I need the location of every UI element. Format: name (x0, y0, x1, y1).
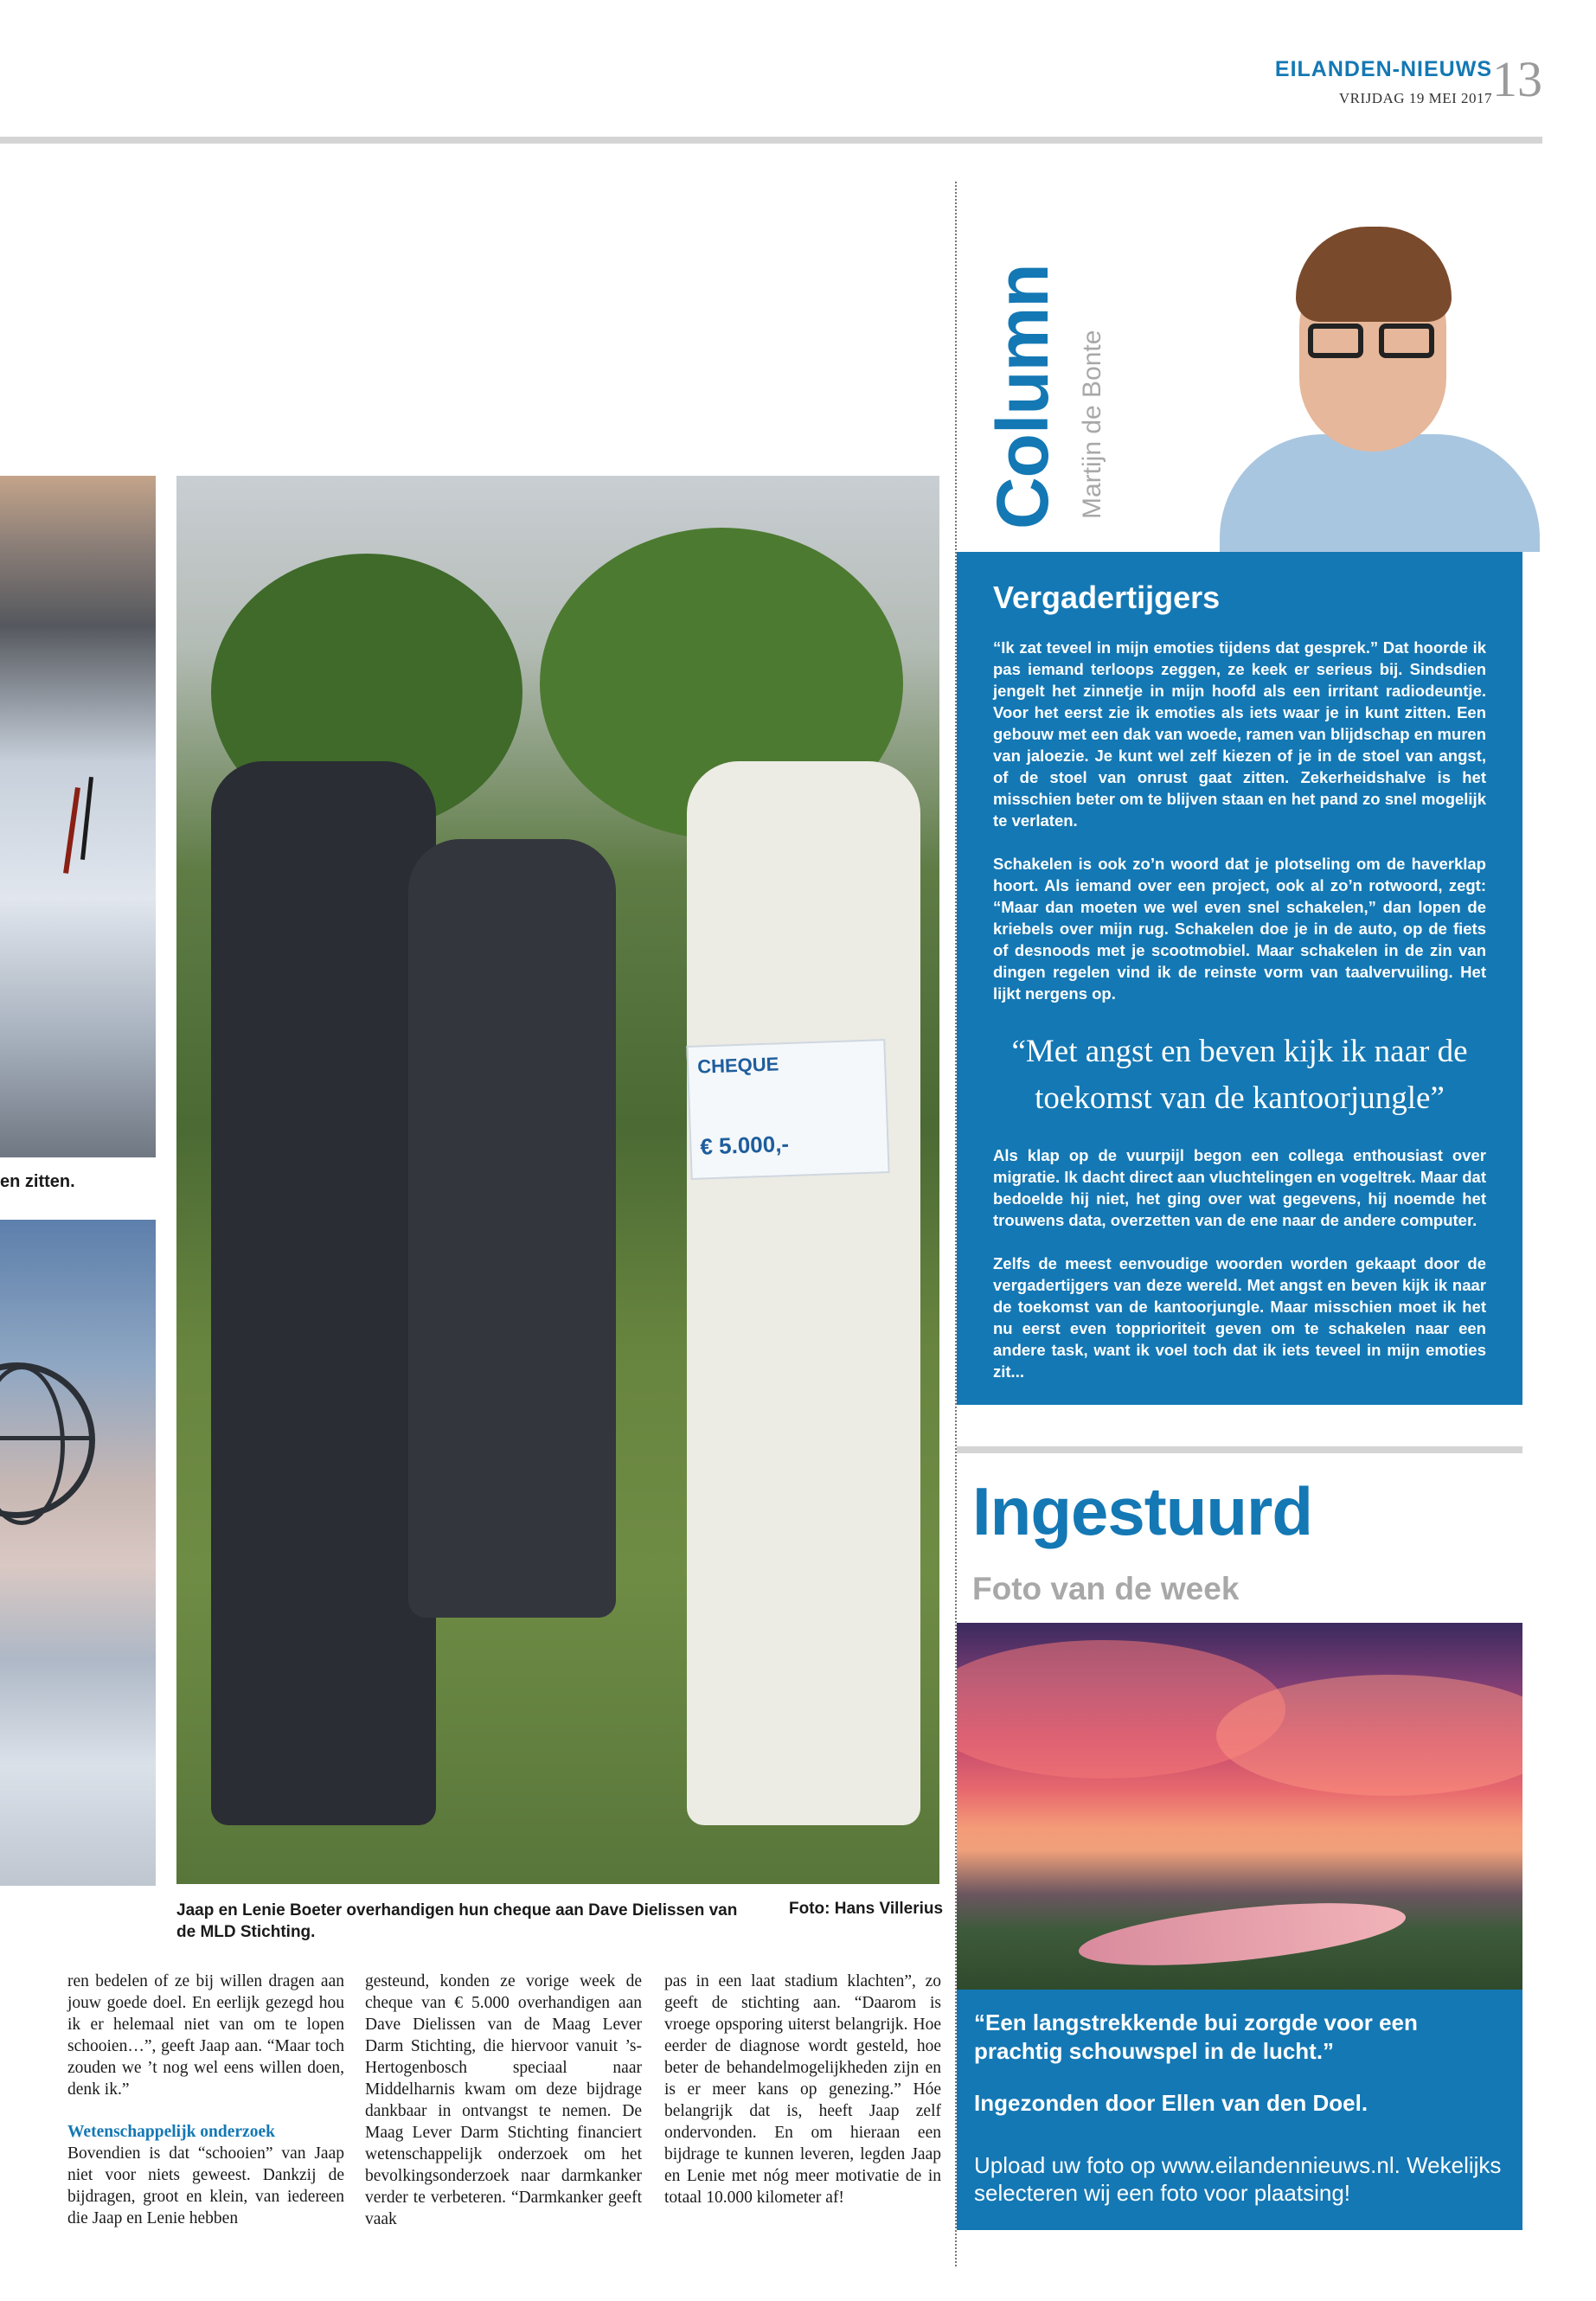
ingestuurd-subtitle: Foto van de week (972, 1571, 1240, 1606)
column-paragraph: Als klap op de vuurpijl begon een collega enthousiast over migratie. Ik dacht direct aan vluchtelingen en vogeltrek. Maar dat bedoelde hij niet, het ging over wat gegevens, hij noemde het trouwens data, overzetten van de ene naar de andere computer. (993, 1146, 1486, 1229)
portrait-hair (1296, 227, 1452, 322)
ingestuurd-sender: Ingezonden door Ellen van den Doel. (974, 2090, 1368, 2116)
article-paragraph: Bovendien is dat “schooien” van Jaap niet voor niets geweest. Dankzij de bijdragen, groot en klein, van iedereen die Jaap en Lenie hebben (67, 2144, 344, 2227)
glasses-icon (1308, 324, 1438, 360)
cheque-amount: € 5.000,- (699, 1130, 790, 1160)
column-paragraph: Zelfs de meest eenvoudige woorden worden gekaapt door de vergadertijgers van deze wereld. Met angst en beven kijk ik naar de toekomst van de kantoorjungle. Maar misschien moet ik het nu eerst even topprioriteit geven om te schakelen naar een andere task, want ik voel toch dat ik iets teveel in mijn emoties zit... (993, 1254, 1486, 1381)
article-column-1 (67, 1971, 344, 2229)
article-subhead: Wetenschappelijk onderzoek (67, 2123, 275, 2141)
left-photo-globe-monument (0, 1220, 156, 1886)
photo-caption: Jaap en Lenie Boeter overhandigen hun cheque aan Dave Dielissen van de MLD Stichting. (176, 1901, 738, 1941)
photo-of-the-week (957, 1623, 1522, 1990)
person-jaap (211, 761, 436, 1825)
column-box (957, 552, 1522, 1405)
issue-date: VRIJDAG 19 MEI 2017 (1338, 90, 1492, 106)
page-number: 13 (1492, 51, 1542, 107)
author-portrait (1194, 227, 1540, 552)
masthead: EILANDEN-NIEUWS (1274, 57, 1492, 81)
column-author: Martijn de Bonte (1078, 330, 1106, 519)
column-heading: Vergadertijgers (993, 580, 1221, 615)
left-photo-caption: en zitten. (0, 1172, 75, 1191)
cheque-title: CHEQUE (696, 1053, 779, 1078)
ingestuurd-upload-note: Upload uw foto op www.eilandennieuws.nl. Wekelijks selecteren wij een foto voor plaatsing! (974, 2152, 1502, 2206)
snow-pole-black (80, 777, 93, 860)
person-dave (687, 761, 920, 1825)
photo-credit: Foto: Hans Villerius (789, 1900, 944, 1918)
article-paragraph: gesteund, konden ze vorige week de cheque van € 5.000 overhandigen aan Dave Dielissen van de Maag Lever Darm Stichting, die hiervoor vanuit ’s-Hertogenbosch speciaal naar Middelharnis kwam om deze bijdrage dankbaar in ontvangst te nemen. De Maag Lever Darm Stichting financiert wetenschappelijk onderzoek om het bevolkingsonderzoek naar darmkanker verder te verbeteren. “Darmkanker geeft vaak (365, 1972, 642, 2228)
column-pull-quote: “Met angst en beven kijk ik naar de toekomst van de kantoorjungle” (1011, 1034, 1468, 1116)
portrait-shirt (1220, 434, 1540, 552)
river-shape (1076, 1891, 1408, 1977)
column-paragraph: “Ik zat teveel in mijn emoties tijdens dat gesprek.” Dat hoorde ik pas iemand terloops zeggen, ze keek er serieus bij. Sindsdien jengelt het zinnetje in mijn hoofd als een irritant radiodeuntje. Voor het eerst zie ik emoties als iets waar je in kunt zitten. Een gebouw met een dak van woede, ramen van blijdschap en muren van jaloezie. Je kunt wel zelf kiezen of je in de stoel van angst, of de stoel van onrust gaat zitten. Zekerheidshalve is het misschien beter om te blijven staan en het pand zo snel mogelijk te verlaten. (993, 638, 1486, 830)
main-photo-cheque-handover (176, 476, 939, 1884)
globe-monument-icon (0, 1362, 95, 1518)
person-lenie (408, 839, 616, 1618)
ingestuurd-quote: “Een langstrekkende bui zorgde voor een prachtig schouwspel in de lucht.” (974, 2009, 1418, 2064)
left-photo-snow-road (0, 476, 156, 1157)
article-paragraph: ren bedelen of ze bij willen dragen aan jouw goede doel. En eerlijk gezegd hou ik er helemaal niet van om te lopen schooien…”, geeft Jaap aan. “Maar toch zouden we ’t nog wel eens willen doen, denk ik.” (67, 1972, 344, 2099)
header-rule (0, 137, 1542, 144)
article-column-2 (365, 1971, 642, 2230)
section-rule (957, 1446, 1522, 1453)
column-paragraph: Schakelen is ook zo’n woord dat je plotseling om de haverklap hoort. Als iemand over een project, ook al zo’n rotwoord, zegt: “Maar dan moeten we wel even snel schakelen,” dan lopen de kriebels over mijn rug. Schakelen doe je in de auto, op de fiets of desnoods met je scootmobiel. Maar schakelen in de zin van dingen regelen vind ik de reinste vorm van taalvervuiling. Het lijkt nergens op. (993, 855, 1486, 1003)
ingestuurd-title: Ingestuurd (972, 1473, 1312, 1549)
snow-pole-red (63, 787, 80, 874)
column-label: Column (982, 264, 1063, 529)
cheque-board (686, 1039, 889, 1180)
article-column-3 (664, 1971, 941, 2208)
ingestuurd-box (957, 1990, 1522, 2230)
article-paragraph: pas in een laat stadium klachten”, zo geeft de stichting aan. “Daarom is vroege opsporing uiterst belangrijk. Hoe eerder de diagnose wordt gesteld, hoe beter de behandelmogelijkheden zijn en is er meer kans op genezing.” Hóe belangrijk dat is, heeft Jaap zelf ondervonden. En om hieraan een bijdrage te kunnen leveren, legden Jaap en Lenie met nóg meer motivatie de in totaal 10.000 kilometer af! (664, 1972, 941, 2207)
